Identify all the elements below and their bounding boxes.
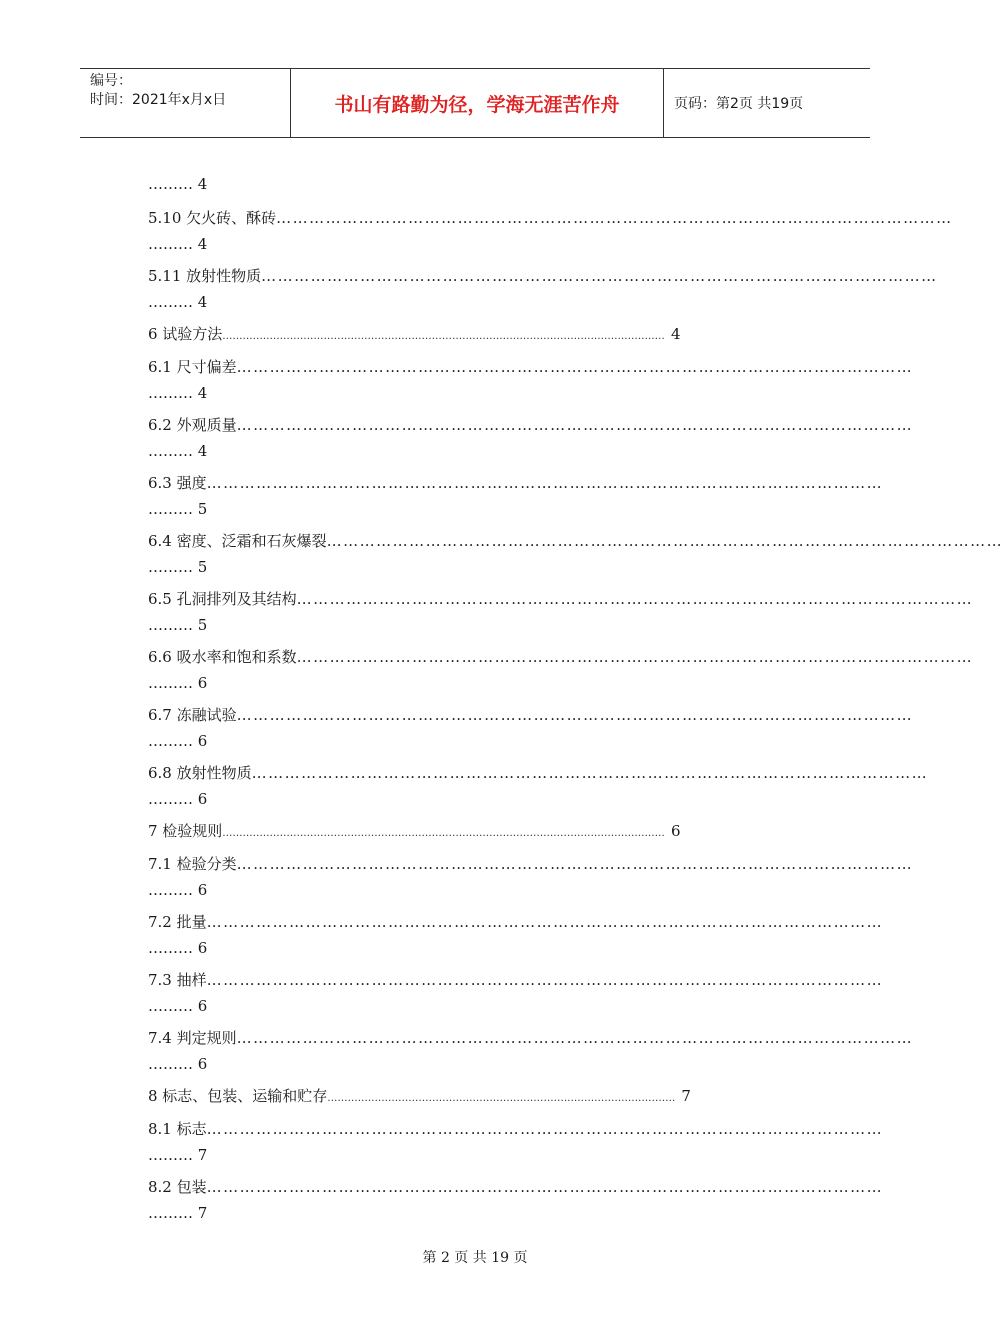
toc-entry-continuation: ……… 4 xyxy=(148,293,208,311)
toc-entry-row xyxy=(148,266,938,286)
toc-entry-row xyxy=(148,1119,884,1139)
toc-entry-title: 6.6 吸水率和饱和系数 xyxy=(148,648,297,666)
toc-dot-leader: …………………………………………………………………………………………………………… xyxy=(296,648,974,666)
toc-entry-title: 7.3 抽样 xyxy=(148,971,207,989)
toc-entry xyxy=(148,357,914,403)
toc-chapter-entry xyxy=(148,1086,828,1109)
toc-entry-row xyxy=(148,854,914,874)
toc-dot-leader: …………………………………………………………………………………………………………… xyxy=(236,358,914,376)
toc-entry-continuation: ……… 6 xyxy=(148,732,208,750)
toc-entry-continuation: ……… 6 xyxy=(148,674,208,692)
toc-entry-row xyxy=(148,912,884,932)
toc-entry xyxy=(148,531,1003,577)
toc-entry xyxy=(148,208,953,254)
header-meta xyxy=(80,69,291,137)
toc-dot-leader: …………………………………………………………………………………………………………… xyxy=(206,1120,884,1138)
toc-entry-continuation: ……… 6 xyxy=(148,997,208,1015)
toc-entry-continuation: ……… 4 xyxy=(148,442,208,460)
toc-dot-leader: …………………………………………………………………………………………………………… xyxy=(236,706,914,724)
toc-entry-row xyxy=(148,1177,884,1197)
toc-chapter-row xyxy=(148,324,828,347)
toc-entry-row xyxy=(148,705,914,725)
toc-entry-title: 7.4 判定规则 xyxy=(148,1029,237,1047)
toc-entry-title: 5.11 放射性物质 xyxy=(148,267,262,285)
toc-entry xyxy=(148,473,884,519)
toc-entry-row xyxy=(148,208,953,228)
date-label: 时间：2021年x月x日 xyxy=(90,92,227,108)
toc-dot-leader: …………………………………………………………………………………………………………… xyxy=(206,474,884,492)
toc-entry-continuation: ……… 7 xyxy=(148,1204,208,1222)
toc-chapter-entry xyxy=(148,324,828,347)
toc-leading-fragment: ……… 4 xyxy=(148,175,208,193)
toc-entry-continuation: ……… 4 xyxy=(148,384,208,402)
toc-dot-leader: ................................................................................................................................... xyxy=(222,331,665,342)
toc-entry-row xyxy=(148,1028,914,1048)
toc-dot-leader: …………………………………………………………………………………………………………… xyxy=(261,267,938,285)
toc-dot-leader: ....................................................................................................... xyxy=(327,1093,676,1104)
toc-entry-row xyxy=(148,473,884,493)
toc-entry-row xyxy=(148,589,974,609)
toc-page-number: 6 xyxy=(670,822,681,840)
toc-chapter-title: 8 标志、包装、运输和贮存 xyxy=(148,1087,328,1105)
toc-entry-continuation: ……… 5 xyxy=(148,558,208,576)
toc-dot-leader: …………………………………………………………………………………………………………… xyxy=(251,764,929,782)
page-header xyxy=(80,68,870,138)
toc-entry xyxy=(148,647,974,693)
toc-entry xyxy=(148,912,884,958)
toc-entry-continuation: ……… 5 xyxy=(148,500,208,518)
toc-entry-continuation: ……… 7 xyxy=(148,1146,208,1164)
toc-entry xyxy=(148,266,938,312)
toc-entry-row xyxy=(148,763,929,783)
toc-dot-leader: …………………………………………………………………………………………………………… xyxy=(296,590,974,608)
toc-entry-title: 6.8 放射性物质 xyxy=(148,764,252,782)
page-footer: 第 2 页 共 19 页 xyxy=(422,1250,528,1266)
toc-entry-row xyxy=(148,531,1003,551)
toc-dot-leader: …………………………………………………………………………………………………………… xyxy=(206,1178,884,1196)
toc-dot-leader: …………………………………………………………………………………………………………… xyxy=(236,1029,914,1047)
toc-entry-title: 5.10 欠火砖、酥砖 xyxy=(148,209,277,227)
toc-dot-leader: …………………………………………………………………………………………………………… xyxy=(276,209,953,227)
toc-entry-continuation: ……… 6 xyxy=(148,881,208,899)
toc-entry-continuation: ……… 6 xyxy=(148,790,208,808)
toc-dot-leader: …………………………………………………………………………………………………………… xyxy=(326,532,1003,550)
toc-entry-title: 6.3 强度 xyxy=(148,474,207,492)
toc-dot-leader: …………………………………………………………………………………………………………… xyxy=(206,913,884,931)
toc-entry xyxy=(148,970,884,1016)
toc-entry xyxy=(148,705,914,751)
toc-chapter-entry xyxy=(148,821,828,844)
toc-chapter-row xyxy=(148,821,828,844)
number-label: 编号： xyxy=(90,73,132,89)
toc-entry-continuation: ……… 6 xyxy=(148,1055,208,1073)
header-motto: 书山有路勤为径，学海无涯苦作舟 xyxy=(291,69,664,137)
toc-chapter-row xyxy=(148,1086,828,1109)
toc-dot-leader: ................................................................................................................................... xyxy=(222,828,665,839)
toc-entry-title: 6.5 孔洞排列及其结构 xyxy=(148,590,297,608)
toc-entry xyxy=(148,1028,914,1074)
toc-entry-title: 6.7 冻融试验 xyxy=(148,706,237,724)
toc-entry-row xyxy=(148,357,914,377)
toc-entry xyxy=(148,589,974,635)
toc-entry xyxy=(148,854,914,900)
toc-page-number: 7 xyxy=(681,1087,691,1105)
toc-chapter-title: 7 检验规则 xyxy=(148,822,223,840)
toc-entry-continuation: ……… 6 xyxy=(148,939,208,957)
toc-entry-row xyxy=(148,970,884,990)
toc-entry-continuation: ……… 4 xyxy=(148,235,208,253)
toc-entry xyxy=(148,1177,884,1223)
toc-dot-leader: …………………………………………………………………………………………………………… xyxy=(206,971,884,989)
toc-entry xyxy=(148,1119,884,1165)
toc-entry-row xyxy=(148,415,914,435)
toc-entry-title: 8.2 包装 xyxy=(148,1178,207,1196)
toc-entry-title: 6.1 尺寸偏差 xyxy=(148,358,237,376)
header-page-info: 页码：第2页 共19页 xyxy=(674,96,804,112)
toc-chapter-title: 6 试验方法 xyxy=(148,325,223,343)
toc-entry xyxy=(148,415,914,461)
toc-entry-title: 7.1 检验分类 xyxy=(148,855,237,873)
toc-entry-title: 8.1 标志 xyxy=(148,1120,207,1138)
toc-page-number: 4 xyxy=(670,325,681,343)
toc-entry-row xyxy=(148,647,974,667)
toc-entry-title: 7.2 批量 xyxy=(148,913,207,931)
toc-entry xyxy=(148,763,929,809)
toc-entry-title: 6.4 密度、泛霜和石灰爆裂 xyxy=(148,532,327,550)
toc-entry-title: 6.2 外观质量 xyxy=(148,416,237,434)
toc-entry-continuation: ……… 5 xyxy=(148,616,208,634)
toc-dot-leader: …………………………………………………………………………………………………………… xyxy=(236,416,914,434)
toc-dot-leader: …………………………………………………………………………………………………………… xyxy=(236,855,914,873)
